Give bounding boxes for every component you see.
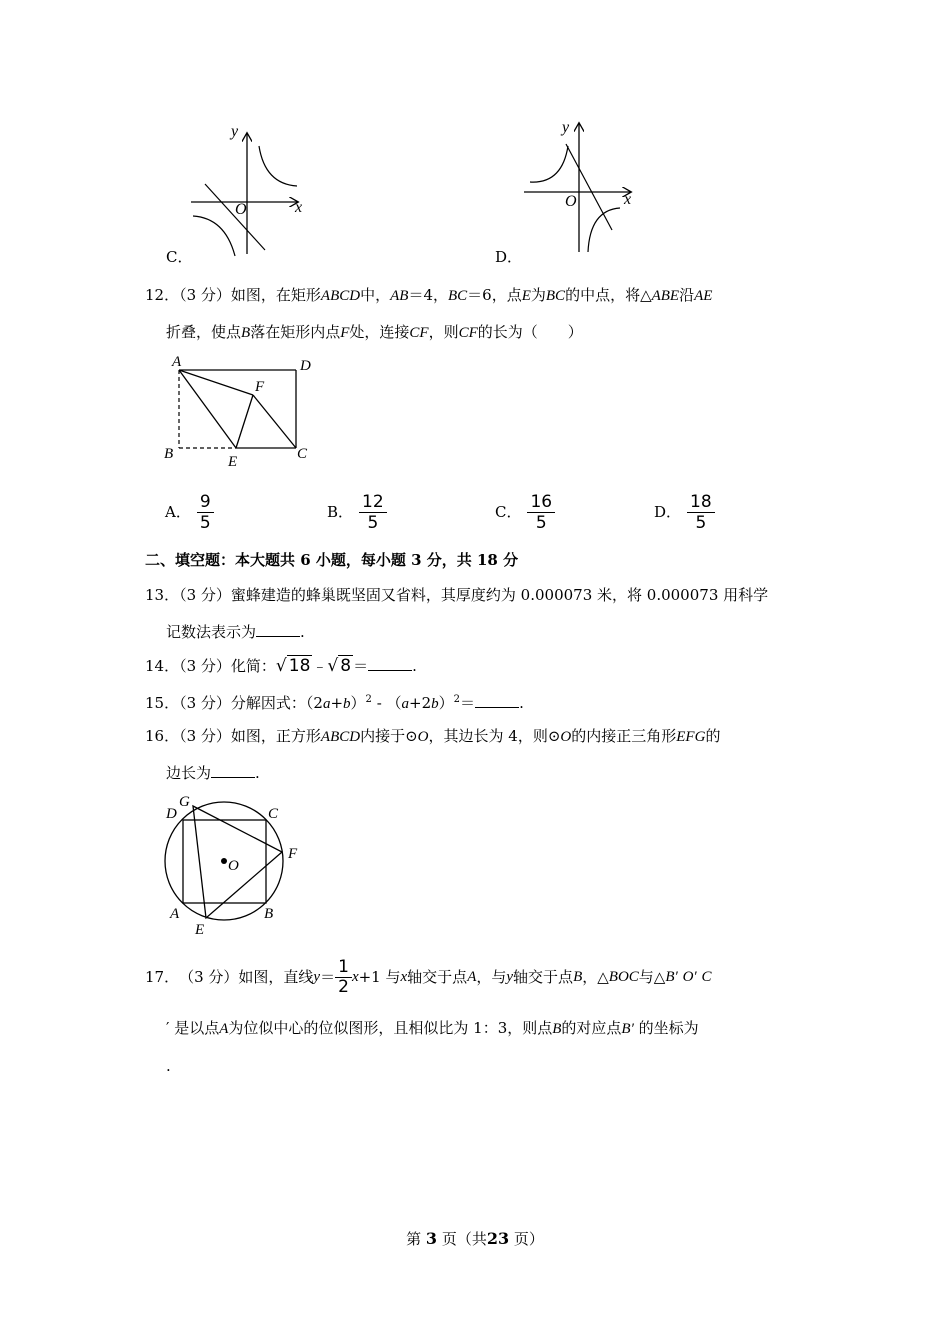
q11-graph-c-svg bbox=[185, 122, 310, 262]
page-number: 3 bbox=[425, 1229, 438, 1248]
hyperbola-branch-2 bbox=[193, 216, 235, 256]
q16-line1: 16．（3 分）如图，正方形ABCD内接于⊙O，其边长为 4，则⊙O的内接正三角形EFG的 bbox=[145, 727, 721, 745]
q12-figure bbox=[160, 350, 320, 470]
score: （3 分） bbox=[179, 727, 231, 745]
q14-line: 14．（3 分）化简：√ 18 ﹣√ 8 ＝ . bbox=[145, 656, 417, 676]
score: （3 分） bbox=[179, 586, 231, 604]
q13-line2: 记数法表示为 . bbox=[166, 623, 305, 641]
q15-line: 15．（3 分）分解因式：$(2a+b)^2 - (a+2b)^2=$ . bbox=[145, 694, 524, 712]
label-e: E bbox=[195, 922, 205, 938]
label-g: G bbox=[179, 794, 190, 810]
score: （3 分） bbox=[179, 286, 231, 304]
q12-option-a[interactable]: A． $\frac{9}{5}$ bbox=[165, 492, 214, 533]
question-number: 15． bbox=[145, 694, 180, 712]
origin-label: O bbox=[235, 201, 247, 218]
q12-option-c[interactable]: C． $\frac{16}{5}$ bbox=[495, 492, 555, 533]
label-a: A bbox=[172, 354, 182, 370]
score: （3 分） bbox=[179, 657, 231, 675]
label-c: C bbox=[297, 446, 308, 462]
q17-line2: ′ 是以点A为位似中心的位似图形，且相似比为 1：3，则点B的对应点B′ 的坐标为 bbox=[166, 1019, 699, 1037]
q12-line1: 12．（3 分）如图，在矩形ABCD中，AB＝4，BC＝6，点E为BC的中点，将△ABE沿AE bbox=[145, 286, 713, 304]
axis-y-label: y bbox=[231, 123, 239, 140]
q11-graph-c bbox=[185, 122, 310, 262]
sqrt-8: √ 8 bbox=[327, 656, 352, 676]
question-number: 17． bbox=[145, 968, 180, 986]
axis-x-label: x bbox=[295, 199, 303, 216]
q12-figure-svg bbox=[160, 350, 320, 470]
question-number: 16． bbox=[145, 727, 180, 745]
section-heading: 二、填空题：本大题共 6 小题，每小题 3 分，共 18 分 bbox=[145, 551, 519, 569]
q12-option-b[interactable]: B． $\frac{12}{5}$ bbox=[327, 492, 387, 533]
question-number: 13． bbox=[145, 586, 180, 604]
total-pages: 23 bbox=[486, 1229, 510, 1248]
page-footer: 第 3 页（共23 页） bbox=[406, 1229, 544, 1248]
answer-blank[interactable] bbox=[211, 763, 255, 778]
label-b: B bbox=[264, 906, 274, 922]
hyperbola-branch-1 bbox=[530, 146, 568, 182]
axis-y-label: y bbox=[562, 119, 570, 136]
fraction-half: $\frac{1}{2}$ bbox=[335, 958, 352, 997]
q12-line2: 折叠，使点B落在矩形内点F处，连接CF，则CF的长为（ ） bbox=[166, 323, 583, 341]
label-a: A bbox=[170, 906, 180, 922]
label-b: B bbox=[164, 446, 174, 462]
q11-option-c-label: C． bbox=[166, 248, 193, 266]
q13-line1: 13．（3 分）蜜蜂建造的蜂巢既坚固又省料，其厚度约为 0.000073 米，将 0.000073 用科学 bbox=[145, 586, 769, 604]
q12-option-d[interactable]: D． $\frac{18}{5}$ bbox=[654, 492, 715, 533]
hyperbola-branch-1 bbox=[259, 146, 297, 186]
q11-graph-d-svg bbox=[520, 118, 645, 258]
q16-figure-svg bbox=[158, 790, 308, 940]
sqrt-18: √ 18 bbox=[275, 656, 311, 676]
answer-blank[interactable] bbox=[256, 622, 300, 637]
answer-blank[interactable] bbox=[368, 656, 412, 671]
line bbox=[566, 144, 612, 230]
score: （3 分） bbox=[179, 694, 231, 712]
label-c: C bbox=[268, 806, 279, 822]
label-f: F bbox=[288, 846, 298, 862]
label-o: O bbox=[228, 858, 239, 874]
label-e: E bbox=[228, 454, 238, 470]
origin-label: O bbox=[565, 193, 577, 210]
center-dot bbox=[221, 858, 227, 864]
q11-option-d-label: D． bbox=[495, 248, 523, 266]
answer-blank[interactable] bbox=[475, 693, 519, 708]
question-number: 14． bbox=[145, 657, 180, 675]
label-f: F bbox=[255, 379, 265, 395]
q16-line2: 边长为 . bbox=[166, 764, 260, 782]
label-d: D bbox=[166, 806, 177, 822]
score: （3 分） bbox=[179, 968, 239, 986]
q17-line3: . bbox=[166, 1057, 171, 1075]
axis-x-label: x bbox=[624, 191, 632, 208]
q17-line1: 17． （3 分） 如图，直线 y ＝ $\frac{1}{2}$ x +1 与 x 轴交于点 A ，与 y 轴交于点 B ，△ BOC 与△ B′ O′ C bbox=[145, 956, 712, 997]
q11-graph-d bbox=[520, 118, 645, 258]
question-number: 12． bbox=[145, 286, 180, 304]
label-d: D bbox=[300, 358, 311, 374]
q16-figure bbox=[158, 790, 308, 940]
